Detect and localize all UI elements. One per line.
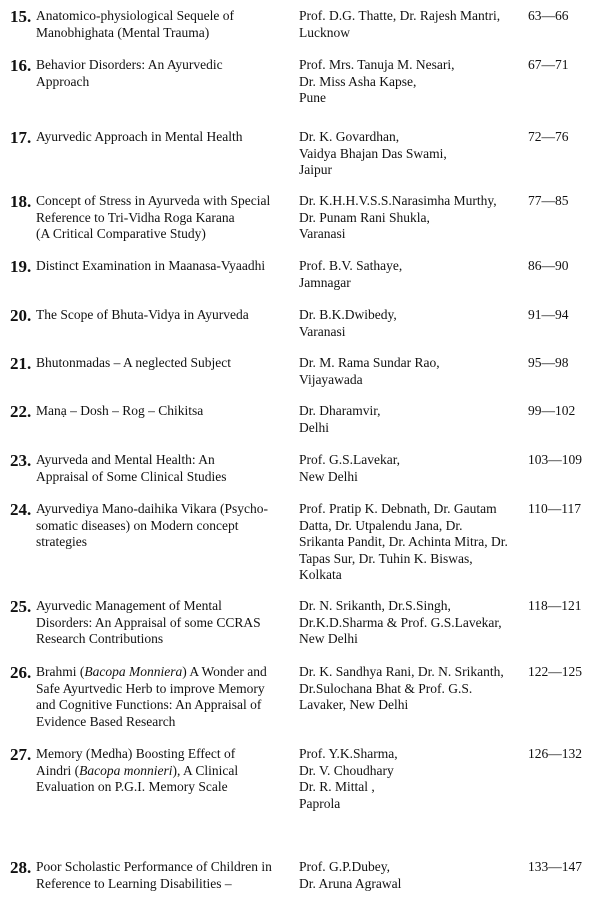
title-part: Concept of Stress in Ayurveda with Special Reference to Tri-Vidha Roga Karana (A Critical Comparative Study) (36, 193, 271, 241)
entry-title (36, 307, 281, 324)
entry-pages: 72—76 (528, 129, 569, 144)
entry-number: 26. (10, 663, 32, 682)
title-part: Brahmi ( (36, 664, 85, 679)
entry-title (36, 193, 281, 243)
title-italic-part: Bacopa monnieri (79, 762, 173, 778)
entry-pages: 95—98 (528, 355, 569, 370)
entry-authors: Dr. K. Sandhya Rani, Dr. N. Srikanth, Dr.Sulochana Bhat & Prof. G.S. Lavaker, New Delhi (299, 664, 504, 712)
title-part: Poor Scholastic Performance of Children in Reference to Learning Disabilities – (36, 859, 272, 891)
entry-pages: 133—147 (528, 859, 582, 874)
entry-authors: Prof. Y.K.Sharma, Dr. V. Choudhary Dr. R. Mittal , Paprola (299, 746, 398, 811)
entry-pages: 122—125 (528, 664, 582, 679)
title-part: Ayurvedic Approach in Mental Health (36, 129, 243, 144)
entry-number: 21. (10, 354, 32, 373)
entry-authors: Prof. Mrs. Tanuja M. Nesari, Dr. Miss Asha Kapse, Pune (299, 57, 455, 105)
entry-number: 15. (10, 7, 32, 26)
title-part: ) A Wonder and Safe Ayurtvedic Herb to improve Memory and Cognitive Functions: An Appraisal of Evidence Based Research (36, 664, 267, 729)
entry-number: 28. (10, 858, 32, 877)
entry-number: 23. (10, 451, 32, 470)
entry-number: 18. (10, 192, 32, 211)
entry-authors: Prof. D.G. Thatte, Dr. Rajesh Mantri, Lucknow (299, 8, 501, 40)
title-part: Behavior Disorders: An Ayurvedic Approach (36, 57, 223, 89)
entry-title (36, 129, 281, 146)
entry-number: 17. (10, 128, 32, 147)
entry-title (36, 598, 281, 648)
entry-title (36, 258, 281, 275)
entry-title (36, 452, 281, 485)
title-part: Ayurvediya Mano-daihika Vikara (Psycho- somatic diseases) on Modern concept strategies (36, 501, 269, 549)
entry-authors: Dr. Dharamvir, Delhi (299, 403, 381, 435)
entry-authors: Dr. M. Rama Sundar Rao, Vijayawada (299, 355, 440, 387)
entry-pages: 91—94 (528, 307, 569, 322)
entry-pages: 77—85 (528, 193, 569, 208)
entry-title (36, 57, 281, 90)
entry-pages: 126—132 (528, 746, 582, 761)
entry-title (36, 403, 281, 420)
entry-title (36, 355, 281, 372)
entry-pages: 67—71 (528, 57, 569, 72)
entry-pages: 63—66 (528, 8, 569, 23)
title-part: Ayurvedic Management of Mental Disorders: An Appraisal of some CCRAS Research Contributions (36, 598, 261, 646)
entry-pages: 86—90 (528, 258, 569, 273)
title-part: Ayurveda and Mental Health: An Appraisal of Some Clinical Studies (36, 452, 227, 484)
entry-number: 25. (10, 597, 32, 616)
entry-title (36, 664, 281, 730)
entry-pages: 103—109 (528, 452, 582, 467)
entry-number: 22. (10, 402, 32, 421)
title-part: ), A Clinical Evaluation on P.G.I. Memory Scale (36, 762, 239, 794)
entry-number: 20. (10, 306, 32, 325)
title-italic-part: Bacopa Monniera (84, 664, 183, 679)
entry-authors: Prof. B.V. Sathaye, Jamnagar (299, 258, 403, 290)
entry-authors: Dr. K.H.H.V.S.S.Narasimha Murthy, Dr. Punam Rani Shukla, Varanasi (299, 193, 497, 241)
entry-authors: Dr. B.K.Dwibedy, Varanasi (299, 307, 397, 339)
entry-pages: 99—102 (528, 403, 576, 418)
entry-title (36, 746, 281, 796)
entry-pages: 110—117 (528, 501, 581, 516)
entry-authors: Dr. N. Srikanth, Dr.S.Singh, Dr.K.D.Sharma & Prof. G.S.Lavekar, New Delhi (299, 598, 502, 646)
entry-title (36, 501, 281, 551)
title-part: The Scope of Bhuta-Vidya in Ayurveda (36, 307, 249, 322)
entry-number: 19. (10, 257, 32, 276)
entry-number: 24. (10, 500, 32, 519)
entry-number: 16. (10, 56, 32, 75)
entry-authors: Dr. K. Govardhan, Vaidya Bhajan Das Swami, Jaipur (299, 129, 447, 177)
entry-title (36, 859, 281, 892)
title-part: Distinct Examination in Maanasa-Vyaadhi (36, 258, 266, 273)
entry-number: 27. (10, 745, 32, 764)
entry-authors: Prof. Pratip K. Debnath, Dr. Gautam Datta, Dr. Utpalendu Jana, Dr. Srikanta Pandit, Dr. Achinta Mitra, Dr. Tapas Sur, Dr. Tuhin K. Biswas, Kolkata (299, 501, 508, 582)
title-part: Memory (Medha) Boosting Effect of Aindri ( (36, 746, 236, 778)
entry-authors: Prof. G.S.Lavekar, New Delhi (299, 452, 401, 484)
entry-title (36, 8, 281, 41)
title-part: Anatomico-physiological Sequele of Manobhighata (Mental Trauma) (36, 8, 234, 40)
entry-authors: Prof. G.P.Dubey, Dr. Aruna Agrawal (299, 859, 402, 891)
title-part: Manạ – Dosh – Rog – Chikitsa (36, 403, 204, 418)
entry-pages: 118—121 (528, 598, 582, 613)
title-part: Bhutonmadas – A neglected Subject (36, 355, 231, 370)
